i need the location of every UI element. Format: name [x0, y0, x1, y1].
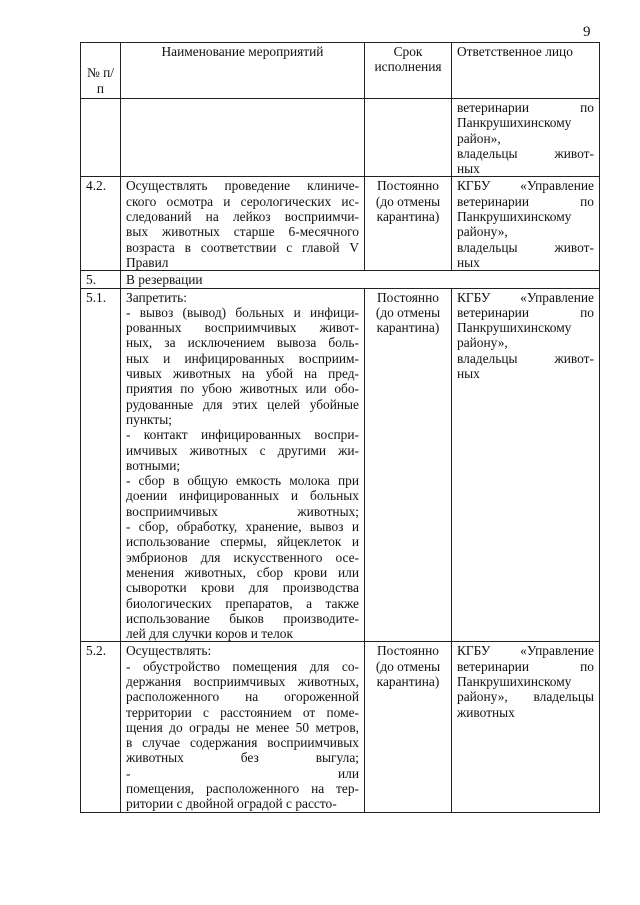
measure-responsible-line: район»,: [457, 130, 501, 146]
measure-name-line: возраста в соответствии с главой V: [126, 239, 359, 255]
measure-term-line: карантина): [376, 209, 440, 225]
row-number: 4.2.: [81, 177, 121, 271]
table-row: [81, 99, 600, 177]
table-row: [81, 642, 600, 812]
section-title: [121, 271, 600, 288]
measure-term: [365, 177, 452, 271]
table-row: [81, 288, 600, 642]
measure-responsible-line: владельцы живот-: [457, 350, 594, 366]
measure-responsible-line: КГБУ «Управление: [457, 643, 594, 659]
measure-name-line: помещения, расположенного на тер-: [126, 781, 359, 797]
measure-term: [365, 642, 452, 812]
section-title-line: В резервации: [126, 272, 203, 288]
row-number: 5.2.: [81, 642, 121, 812]
measure-responsible-line: ветеринарии по: [457, 304, 594, 320]
measure-responsible: [452, 99, 600, 177]
row-number: [81, 99, 121, 177]
measure-responsible-line: КГБУ «Управление: [457, 178, 594, 194]
measure-term-line: карантина): [376, 320, 440, 336]
measure-responsible-line: владельцы живот-: [457, 239, 594, 255]
measure-term: [365, 99, 452, 177]
measure-responsible-line: животных: [457, 704, 515, 720]
measure-name-line: биологических препаратов, а также: [126, 595, 359, 611]
header-term: Срок исполнения: [365, 43, 452, 99]
measure-responsible: [452, 288, 600, 642]
measure-responsible-line: ных: [457, 254, 480, 270]
measure-name-line: сыворотки крови для производства: [126, 580, 359, 596]
measure-responsible: [452, 177, 600, 271]
measure-name: [121, 288, 365, 642]
measure-name-line: в случае содержания восприимчивых: [126, 735, 359, 751]
measure-responsible-line: району», владельцы: [457, 689, 594, 705]
measure-name-line: вотными;: [126, 457, 181, 473]
measure-name-line: пункты;: [126, 411, 172, 427]
measure-responsible-line: КГБУ «Управление: [457, 289, 594, 305]
table-header-row: [81, 43, 600, 99]
measure-responsible: [452, 642, 600, 812]
measure-name-line: рованных восприимчивых живот-: [126, 320, 359, 336]
table-row: [81, 271, 600, 288]
measure-responsible-line: ветеринарии по: [457, 100, 594, 115]
measure-name: [121, 99, 365, 177]
measure-responsible-line: ных: [457, 161, 480, 177]
measure-name-line: приятия по убою животных или обо-: [126, 381, 359, 397]
measure-name-line: ных, за исключением вывоза боль-: [126, 335, 359, 351]
measure-name-line: следований на лейкоз восприимчи-: [126, 209, 359, 225]
measure-term-line: Постоянно: [377, 178, 439, 194]
measure-name-line: эмбрионов для искусственного осе-: [126, 549, 359, 565]
measure-name-line: Запретить:: [126, 289, 187, 305]
measure-term-line: Постоянно: [377, 643, 439, 659]
measure-responsible-line: Панкрушихинскому: [457, 209, 572, 225]
measure-name-line: вых животных старше 6-месячного: [126, 224, 359, 240]
measure-term-line: (до отмены: [375, 304, 441, 320]
table-row: [81, 177, 600, 271]
measure-name-line: Осуществлять проведение клиниче-: [126, 178, 359, 194]
measure-name-line: - обустройство помещения для со-: [126, 658, 359, 674]
measures-table: [80, 42, 600, 813]
measure-term-line: Постоянно: [377, 289, 439, 305]
measure-name-line: восприимчивых животных;: [126, 503, 359, 519]
measure-responsible-line: Панкрушихинскому: [457, 320, 572, 336]
measure-responsible-line: ветеринарии по: [457, 193, 594, 209]
measure-name-line: держания восприимчивых животных,: [126, 673, 359, 689]
measure-name-line: - контакт инфицированных воспри-: [126, 427, 359, 443]
measure-name-line: Осуществлять:: [126, 643, 212, 659]
measure-name-line: использование быков производите-: [126, 610, 359, 626]
row-number: 5.: [81, 271, 121, 288]
header-num: № п/п: [81, 43, 121, 99]
measure-name-line: рудованные для этих целей убойные: [126, 396, 359, 412]
measure-name-line: имчивых животных с другими жи-: [126, 442, 359, 458]
measure-name-line: - сбор, обработку, хранение, вывоз и: [126, 519, 359, 535]
measure-term-line: (до отмены: [375, 193, 441, 209]
header-responsible: Ответственное лицо: [452, 43, 600, 99]
measure-responsible-line: району»,: [457, 224, 508, 240]
measure-name-line: менения животных, сбор крови или: [126, 564, 359, 580]
measure-name-line: чивых животных на убой на пред-: [126, 366, 359, 382]
measure-name-line: - вывоз (вывод) больных и инфици-: [126, 304, 359, 320]
measure-responsible-line: владельцы живот-: [457, 145, 594, 161]
measure-term: [365, 288, 452, 642]
measure-term-line: карантина): [376, 673, 440, 689]
measure-name-line: территории с расстоянием от поме-: [126, 704, 359, 720]
measure-name-line: ского осмотра и серологических ис-: [126, 193, 359, 209]
measure-responsible-line: Панкрушихинскому: [457, 673, 572, 689]
measure-name-line: расположенного на огороженной: [126, 689, 359, 705]
row-number: 5.1.: [81, 288, 121, 642]
measure-name-line: ритории с двойной оградой с рассто-: [126, 796, 337, 812]
measure-name-line: Правил: [126, 254, 169, 270]
page-number: 9: [583, 24, 591, 40]
measure-name-line: - сбор в общую емкость молока при: [126, 473, 359, 489]
measure-name: [121, 177, 365, 271]
measure-responsible-line: ных: [457, 366, 480, 382]
measure-name: [121, 642, 365, 812]
measure-name-line: животных без выгула;: [126, 750, 359, 766]
measure-term-line: (до отмены: [375, 658, 441, 674]
measure-responsible-line: Панкрушихинскому: [457, 115, 572, 131]
measure-responsible-line: ветеринарии по: [457, 658, 594, 674]
measure-responsible-line: району»,: [457, 335, 508, 351]
header-name: Наименование мероприятий: [121, 43, 365, 99]
measure-name-line: щения до ограды не менее 50 метров,: [126, 719, 359, 735]
measure-name-line: доении инфицированных и больных: [126, 488, 359, 504]
measure-name-line: - или: [126, 765, 359, 781]
measure-name-line: ных и инфицированных восприим-: [126, 350, 359, 366]
measure-name-line: использование спермы, яйцеклеток и: [126, 534, 359, 550]
measure-name-line: лей для случки коров и телок: [126, 626, 293, 642]
